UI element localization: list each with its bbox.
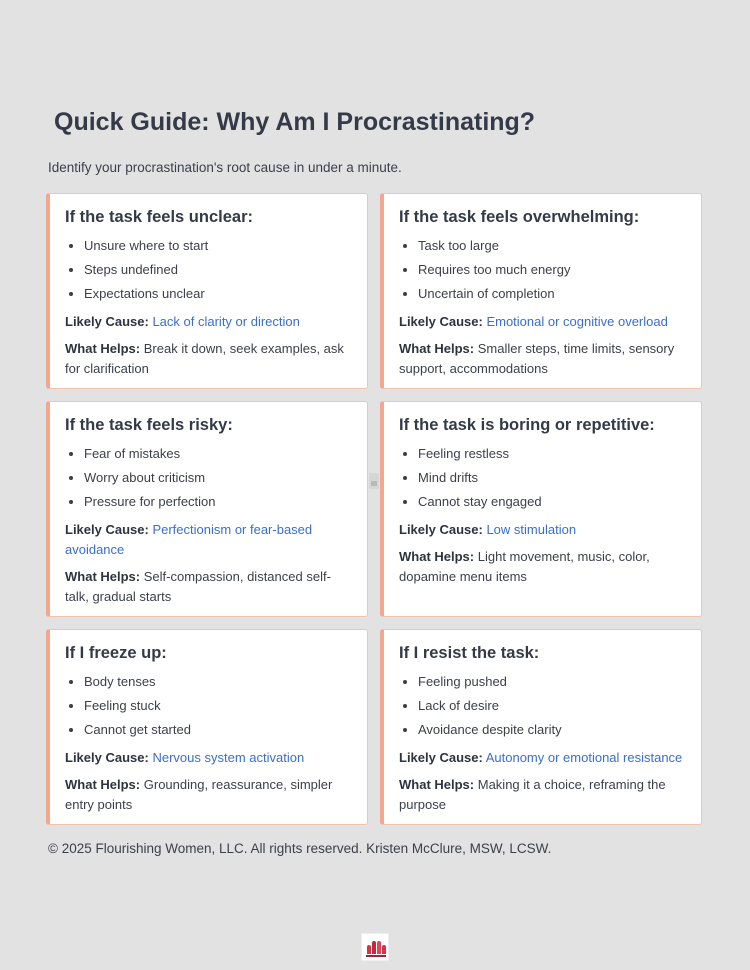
symptom-item: Lack of desire: [399, 694, 685, 718]
what-helps-row: [65, 339, 351, 379]
symptom-item: Task too large: [399, 234, 685, 258]
symptom-list: [399, 670, 685, 742]
symptom-item: Feeling restless: [399, 442, 685, 466]
likely-cause-label: Likely Cause:: [65, 750, 149, 765]
page-subtitle: Identify your procrastination's root cause in under a minute.: [48, 160, 402, 175]
symptom-list: [65, 670, 351, 742]
what-helps-label: What Helps:: [399, 549, 475, 564]
symptom-item: Steps undefined: [65, 258, 351, 282]
likely-cause-value: Autonomy or emotional resistance: [485, 750, 683, 765]
card-freeze: [46, 629, 368, 825]
card-title: If the task is boring or repetitive:: [399, 416, 655, 434]
likely-cause-row: [65, 520, 351, 560]
what-helps-label: What Helps:: [65, 569, 141, 584]
symptom-item: Feeling pushed: [399, 670, 685, 694]
likely-cause-value: Emotional or cognitive overload: [486, 314, 668, 329]
card-resist: [380, 629, 702, 825]
symptom-list: [399, 442, 685, 514]
likely-cause-label: Likely Cause:: [65, 522, 149, 537]
what-helps-label: What Helps:: [65, 341, 141, 356]
symptom-item: Cannot stay engaged: [399, 490, 685, 514]
symptom-item: Avoidance despite clarity: [399, 718, 685, 742]
what-helps-row: [65, 775, 351, 815]
what-helps-row: [399, 339, 685, 379]
card-title: If the task feels overwhelming:: [399, 208, 640, 226]
likely-cause-row: [399, 748, 685, 768]
symptom-list: [65, 442, 351, 514]
symptom-item: Uncertain of completion: [399, 282, 685, 306]
likely-cause-value: Low stimulation: [486, 522, 577, 537]
symptom-item: Worry about criticism: [65, 466, 351, 490]
what-helps-label: What Helps:: [399, 777, 475, 792]
likely-cause-row: [399, 312, 685, 332]
symptom-item: Feeling stuck: [65, 694, 351, 718]
card-overwhelming: [380, 193, 702, 389]
what-helps-value: Break it down, seek examples, ask for clarification: [65, 341, 344, 376]
card-boring: [380, 401, 702, 617]
likely-cause-value: Lack of clarity or direction: [152, 314, 300, 329]
what-helps-value: Smaller steps, time limits, sensory support, accommodations: [399, 341, 675, 376]
what-helps-row: [399, 547, 685, 587]
image-placeholder-icon: [369, 473, 379, 489]
card-title: If the task feels unclear:: [65, 208, 253, 226]
symptom-list: [399, 234, 685, 306]
what-helps-label: What Helps:: [65, 777, 141, 792]
what-helps-value: Light movement, music, color, dopamine menu items: [399, 549, 650, 584]
what-helps-value: Grounding, reassurance, simpler entry points: [65, 777, 333, 812]
what-helps-value: Making it a choice, reframing the purpose: [399, 777, 666, 812]
card-title: If I freeze up:: [65, 644, 167, 662]
what-helps-row: [65, 567, 351, 607]
symptom-item: Fear of mistakes: [65, 442, 351, 466]
symptom-item: Cannot get started: [65, 718, 351, 742]
symptom-item: Requires too much energy: [399, 258, 685, 282]
what-helps-label: What Helps:: [399, 341, 475, 356]
likely-cause-value: Nervous system activation: [152, 750, 305, 765]
symptom-item: Unsure where to start: [65, 234, 351, 258]
likely-cause-label: Likely Cause:: [65, 314, 149, 329]
what-helps-row: [399, 775, 685, 815]
card-unclear: [46, 193, 368, 389]
flourishing-women-logo-icon: [361, 933, 389, 961]
card-grid: [46, 193, 702, 825]
page-title: Quick Guide: Why Am I Procrastinating?: [54, 108, 536, 136]
card-title: If the task feels risky:: [65, 416, 233, 434]
likely-cause-label: Likely Cause:: [399, 314, 483, 329]
card-title: If I resist the task:: [399, 644, 540, 662]
what-helps-value: Self-compassion, distanced self-talk, gradual starts: [65, 569, 331, 604]
likely-cause-row: [65, 748, 351, 768]
symptom-list: [65, 234, 351, 306]
likely-cause-label: Likely Cause:: [399, 522, 483, 537]
symptom-item: Pressure for perfection: [65, 490, 351, 514]
copyright-footer: © 2025 Flourishing Women, LLC. All rights reserved. Kristen McClure, MSW, LCSW.: [48, 841, 552, 856]
card-risky: [46, 401, 368, 617]
likely-cause-row: [65, 312, 351, 332]
symptom-item: Body tenses: [65, 670, 351, 694]
symptom-item: Mind drifts: [399, 466, 685, 490]
likely-cause-value: Perfectionism or fear-based avoidance: [65, 522, 313, 557]
likely-cause-label: Likely Cause:: [399, 750, 483, 765]
likely-cause-row: [399, 520, 685, 540]
symptom-item: Expectations unclear: [65, 282, 351, 306]
